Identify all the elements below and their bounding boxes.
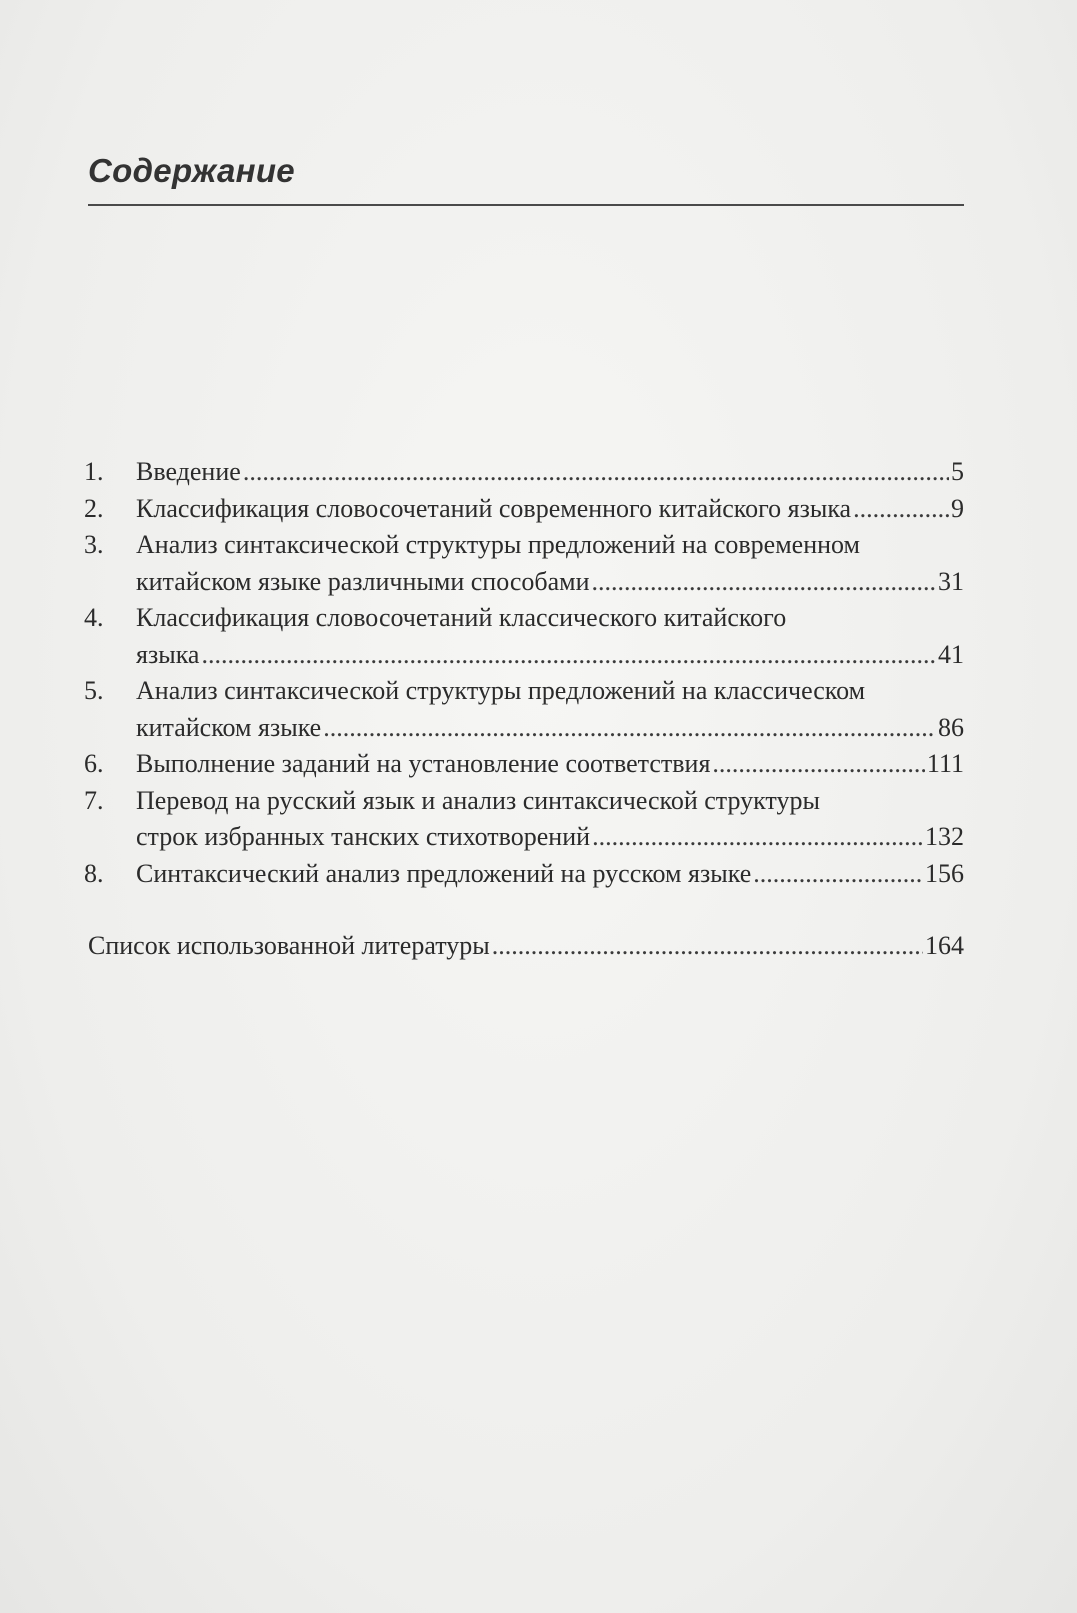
toc-entry-number: 5.: [84, 676, 104, 705]
toc-entry-number: 8.: [84, 858, 104, 888]
toc-entry-number: 7.: [84, 785, 104, 815]
toc-entry-title: Введение: [136, 457, 241, 486]
toc-entry-body: [136, 746, 964, 783]
toc-entry-title: языка: [136, 639, 200, 669]
toc-entry-title: китайском языке различными способами: [136, 566, 590, 596]
toc-entry-page-number: 164: [925, 931, 964, 960]
toc-entry-last-line: [136, 746, 964, 783]
toc-entry-last-line: [136, 491, 964, 528]
toc-entry-last-line: [136, 856, 964, 893]
dot-leader: [323, 710, 936, 747]
toc-entry[interactable]: [84, 527, 964, 600]
page-title: Содержание: [88, 152, 295, 189]
toc-entry-page-number: 111: [926, 749, 964, 778]
toc-entry[interactable]: [84, 746, 964, 783]
toc-entry-body: [136, 783, 964, 856]
toc-entry-page-number: 31: [938, 566, 964, 596]
toc-entries: [84, 454, 964, 892]
toc-entry-number: 6.: [84, 749, 104, 778]
toc-entry[interactable]: [84, 856, 964, 893]
toc-entry-last-line: [136, 564, 964, 601]
toc-entry-title: китайском языке: [136, 712, 322, 742]
toc-entry-body: [136, 856, 964, 893]
toc-entry-title-line: Анализ синтаксической структуры предложений на современном: [136, 530, 860, 559]
toc-entry-number: 4.: [84, 603, 104, 632]
toc-entry[interactable]: [84, 454, 964, 491]
toc-entry-last-line: [88, 928, 964, 965]
toc-entry-page-number: 5: [951, 457, 964, 486]
dot-leader: [243, 454, 949, 491]
toc-entry-body: [136, 600, 964, 673]
toc-entry-last-line: [136, 637, 964, 674]
dot-leader: [201, 637, 936, 674]
toc-entry-title: Выполнение заданий на установление соответствия: [136, 749, 711, 778]
toc-entry-title-line: Перевод на русский язык и анализ синтаксической структуры: [136, 785, 820, 815]
toc-entry-body: [88, 928, 964, 965]
toc-entry-page-number: 86: [938, 712, 964, 742]
toc-entry-body: [136, 454, 964, 491]
toc-entry-body: [136, 527, 964, 600]
toc-entry-page-number: 132: [925, 822, 964, 851]
dot-leader: [592, 564, 936, 601]
toc-entry-title-line: Анализ синтаксической структуры предложений на классическом: [136, 676, 866, 705]
toc-entry-body: [136, 673, 964, 746]
toc-entry[interactable]: [84, 491, 964, 528]
dot-leader: [753, 856, 923, 893]
toc-entry-bibliography[interactable]: [84, 928, 964, 965]
toc-entry-title: Классификация словосочетаний современного китайского языка: [136, 493, 852, 523]
toc-entry-title: Синтаксический анализ предложений на русском языке: [136, 858, 752, 888]
toc-entry[interactable]: [84, 673, 964, 746]
toc-entry-body: [136, 491, 964, 528]
toc-entry-page-number: 41: [938, 639, 964, 669]
toc-entry[interactable]: [84, 600, 964, 673]
toc-entry-page-number: 156: [925, 858, 964, 888]
toc-entry-title-line: Классификация словосочетаний классического китайского: [136, 603, 787, 632]
toc-entry-number: 1.: [84, 457, 104, 486]
toc-entry-number: 2.: [84, 493, 104, 523]
dot-leader: [592, 819, 923, 856]
title-underline: [88, 204, 964, 206]
toc-entry-last-line: [136, 819, 964, 856]
toc-entry[interactable]: [84, 783, 964, 856]
toc-entry-number: 3.: [84, 530, 104, 559]
toc-entry-last-line: [136, 454, 964, 491]
dot-leader: [492, 928, 923, 965]
toc-entry-page-number: 9: [951, 493, 964, 523]
dot-leader: [712, 746, 925, 783]
toc-entry-title: строк избранных танских стихотворений: [136, 822, 591, 851]
toc-entry-last-line: [136, 710, 964, 747]
table-of-contents: [84, 454, 964, 965]
toc-entry-title: Список использованной литературы: [88, 931, 490, 960]
dot-leader: [853, 491, 949, 528]
